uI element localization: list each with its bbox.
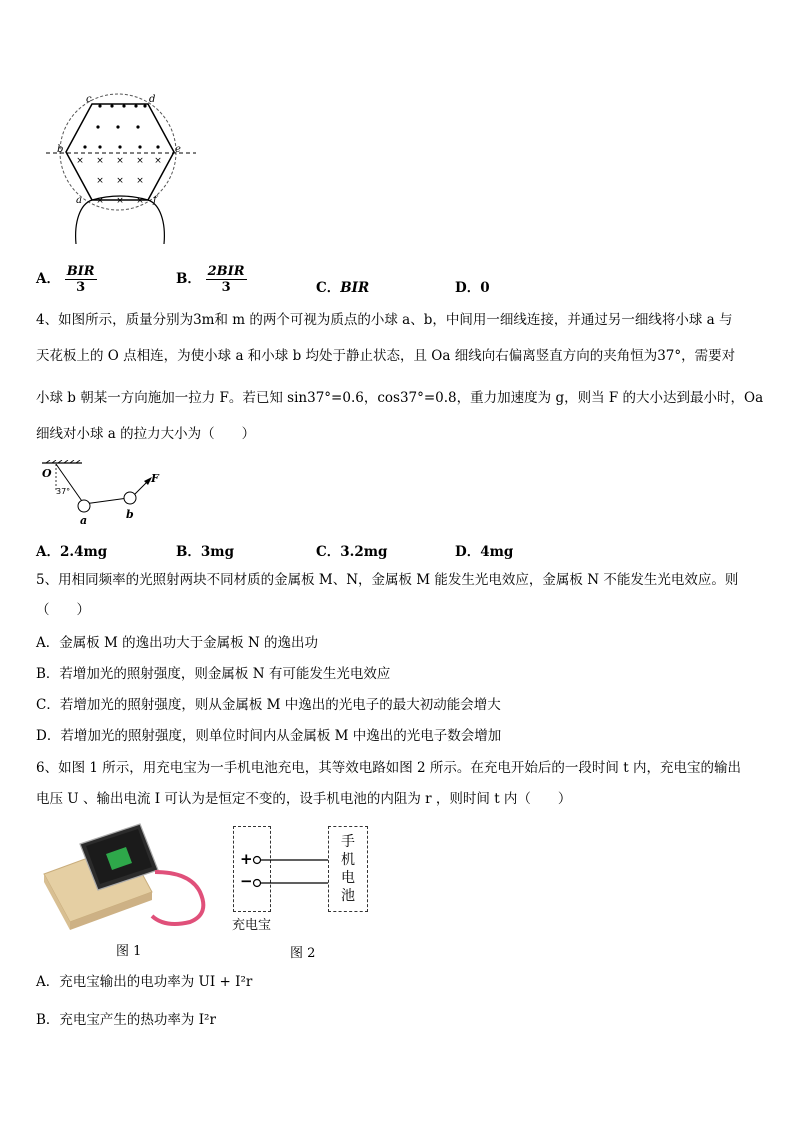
q4-line-3: 小球 b 朝某一方向施加一拉力 F。若已知 sin37°=0.6，cos37°=0.8，重力加速度为 g，则当 F 的大小达到最小时，Oa [36, 390, 764, 406]
q4-line-4: 细线对小球 a 的拉力大小为（ ） [36, 426, 256, 442]
label-O: O [42, 467, 52, 480]
svg-text:×: × [76, 156, 84, 166]
q5-line-2: （ ） [36, 602, 90, 618]
label-a-ball: a [80, 514, 88, 526]
svg-text:×: × [96, 196, 104, 206]
label-b-ball: b [126, 508, 134, 521]
q3-option-d [455, 276, 490, 296]
q3-option-c [316, 276, 369, 296]
q6-option-a: A．充电宝输出的电功率为 UI + I²r [36, 974, 253, 990]
q5-option-a: A．金属板 M 的逸出功大于金属板 N 的逸出功 [36, 635, 319, 651]
q3-option-d-text: 0 [480, 280, 490, 296]
q4-option-c: C．3.2mg [316, 544, 388, 560]
q3-option-b-num: 2BIR [207, 264, 245, 279]
power-bank-photo [40, 822, 215, 932]
q3-option-b-den: 3 [221, 280, 231, 295]
hexagon-field-figure [40, 92, 200, 252]
q5-line-1: 5、用相同频率的光照射两块不同材质的金属板 M、N，金属板 M 能发生光电效应，金属板 N 不能发生光电效应。则 [36, 572, 739, 588]
svg-text:×: × [96, 156, 104, 166]
q3-option-a-letter: A． [36, 271, 60, 287]
q6-line-1: 6、如图 1 所示，用充电宝为一手机电池充电，其等效电路如图 2 所示。在充电开始后的一段时间 t 内，充电宝的输出 [36, 760, 741, 776]
battery-label-3: 电 [341, 870, 355, 886]
label-f: f [153, 195, 157, 206]
q4-option-b: B．3mg [176, 544, 235, 560]
battery-label-1: 手 [341, 834, 355, 850]
battery-label-2: 机 [341, 852, 355, 868]
charger-label: 充电宝 [232, 918, 272, 933]
svg-text:×: × [116, 176, 124, 186]
q3-option-a-den: 3 [76, 280, 86, 295]
q4-option-d: D．4mg [455, 544, 514, 560]
plus-terminal: + [240, 850, 253, 868]
q3-option-b-letter: B． [176, 271, 201, 287]
two-ball-figure [36, 460, 176, 526]
q3-option-a [36, 264, 97, 295]
label-d: d [149, 94, 156, 105]
q5-option-b: B．若增加光的照射强度，则金属板 N 有可能发生光电效应 [36, 666, 391, 682]
label-c: c [86, 94, 92, 105]
q5-option-d: D．若增加光的照射强度，则单位时间内从金属板 M 中逸出的光电子数会增加 [36, 728, 502, 744]
minus-terminal: − [240, 872, 253, 890]
label-angle: 37° [56, 487, 71, 496]
q3-option-d-letter: D． [455, 280, 481, 296]
svg-text:×: × [136, 176, 144, 186]
q3-option-a-fraction [65, 264, 97, 295]
battery-label-4: 池 [341, 888, 355, 904]
q3-option-c-text: BIR [340, 280, 370, 296]
label-b: b [57, 144, 64, 155]
figure-1-caption: 图 1 [116, 944, 142, 959]
svg-text:×: × [154, 156, 162, 166]
q6-option-b: B．充电宝产生的热功率为 I²r [36, 1012, 216, 1028]
q6-line-2: 电压 U 、输出电流 I 可认为是恒定不变的，设手机电池的内阻为 r ，则时间 t 内（ ） [36, 791, 572, 807]
figure-2-caption: 图 2 [290, 946, 316, 961]
svg-text:×: × [116, 156, 124, 166]
q4-line-2: 天花板上的 O 点相连，为使小球 a 和小球 b 均处于静止状态，且 Oa 细线向右偏离竖直方向的夹角恒为37°，需要对 [36, 348, 736, 364]
label-a: a [76, 195, 82, 206]
q5-option-c: C．若增加光的照射强度，则从金属板 M 中逸出的光电子的最大初动能会增大 [36, 697, 501, 713]
q3-option-b-fraction [206, 264, 247, 295]
label-F: F [151, 472, 159, 485]
q4-option-a: A．2.4mg [36, 544, 108, 560]
svg-text:×: × [136, 196, 144, 206]
q3-option-c-letter: C． [316, 280, 341, 296]
svg-text:×: × [116, 196, 124, 206]
q3-option-b [176, 264, 247, 295]
svg-text:×: × [96, 176, 104, 186]
label-e: e [175, 144, 181, 155]
q3-option-a-num: BIR [66, 264, 95, 279]
svg-text:×: × [136, 156, 144, 166]
q4-line-1: 4、如图所示，质量分别为3m和 m 的两个可视为质点的小球 a、b，中间用一细线连接，并通过另一细线将小球 a 与 [36, 312, 733, 328]
